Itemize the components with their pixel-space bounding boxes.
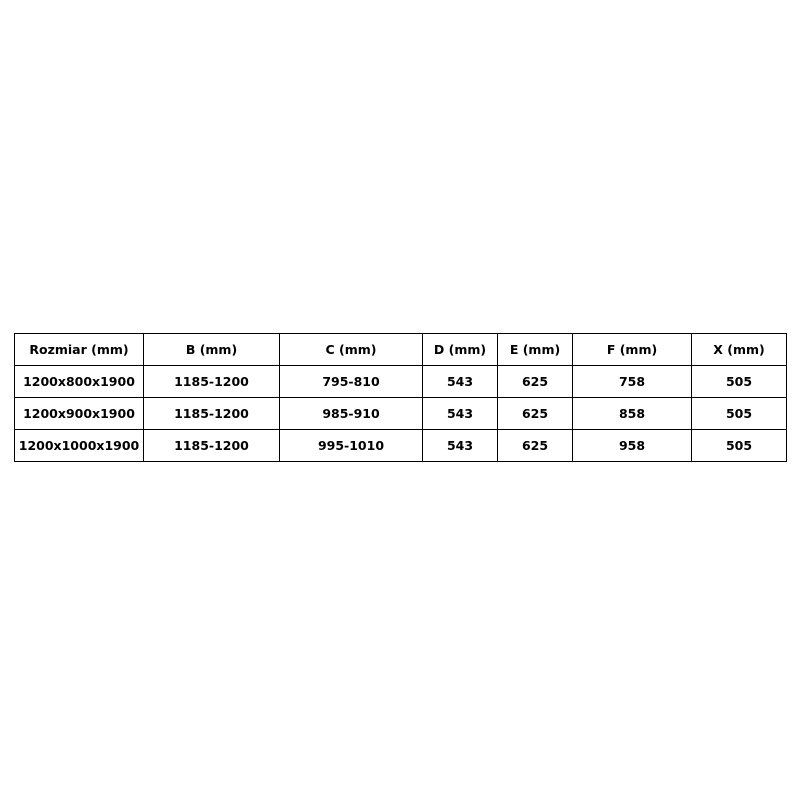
cell-x: 505 (692, 366, 787, 398)
column-header-c: C (mm) (280, 334, 423, 366)
table-row (15, 430, 787, 462)
cell-b: 1185-1200 (144, 398, 280, 430)
cell-size: 1200x800x1900 (15, 366, 144, 398)
cell-size: 1200x900x1900 (15, 398, 144, 430)
cell-b: 1185-1200 (144, 430, 280, 462)
cell-e: 625 (498, 366, 573, 398)
cell-e: 625 (498, 398, 573, 430)
cell-d: 543 (423, 430, 498, 462)
cell-c: 795-810 (280, 366, 423, 398)
cell-f: 758 (573, 366, 692, 398)
cell-e: 625 (498, 430, 573, 462)
cell-f: 858 (573, 398, 692, 430)
table-row (15, 398, 787, 430)
cell-f: 958 (573, 430, 692, 462)
cell-d: 543 (423, 366, 498, 398)
cell-c: 985-910 (280, 398, 423, 430)
spec-table-container (14, 333, 786, 462)
cell-d: 543 (423, 398, 498, 430)
column-header-e: E (mm) (498, 334, 573, 366)
dimensions-table (14, 333, 787, 462)
cell-c: 995-1010 (280, 430, 423, 462)
table-header-row (15, 334, 787, 366)
table-row (15, 366, 787, 398)
cell-b: 1185-1200 (144, 366, 280, 398)
cell-x: 505 (692, 430, 787, 462)
column-header-x: X (mm) (692, 334, 787, 366)
cell-x: 505 (692, 398, 787, 430)
column-header-d: D (mm) (423, 334, 498, 366)
column-header-f: F (mm) (573, 334, 692, 366)
cell-size: 1200x1000x1900 (15, 430, 144, 462)
column-header-b: B (mm) (144, 334, 280, 366)
column-header-size: Rozmiar (mm) (15, 334, 144, 366)
